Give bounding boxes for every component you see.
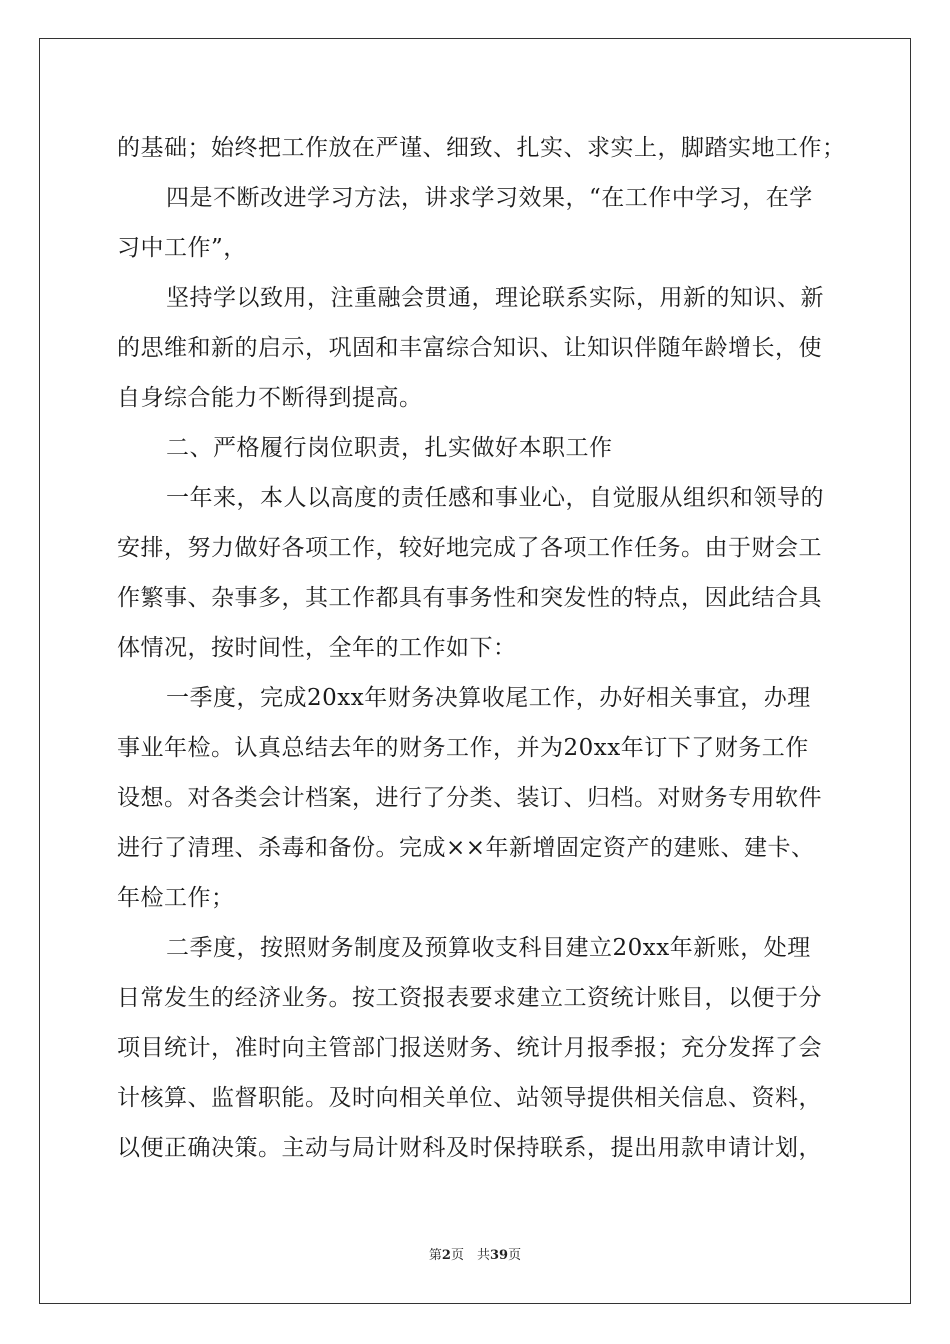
- footer-prefix: 第: [428, 1248, 442, 1263]
- footer-mid: 页 共: [450, 1248, 490, 1263]
- footer-suffix: 页: [508, 1248, 522, 1263]
- text-line: 进行了清理、杀毒和备份。完成××年新增固定资产的建账、建卡、: [117, 835, 815, 861]
- text-line: 自身综合能力不断得到提高。: [117, 385, 423, 411]
- text-line: 项目统计，准时向主管部门报送财务、统计月报季报；充分发挥了会: [117, 1035, 822, 1061]
- text-line: 习中工作”，: [117, 235, 247, 261]
- text-line: 日常发生的经济业务。按工资报表要求建立工资统计账目，以便于分: [117, 985, 822, 1011]
- text-line: 设想。对各类会计档案，进行了分类、装订、归档。对财务专用软件: [117, 785, 822, 811]
- text-line: 事业年检。认真总结去年的财务工作，并为20xx年订下了财务工作: [117, 735, 809, 761]
- text-line: 的基础；始终把工作放在严谨、细致、扎实、求实上，脚踏实地工作；: [117, 135, 846, 161]
- page-footer: [0, 1244, 950, 1263]
- section-heading: 二、严格履行岗位职责，扎实做好本职工作: [166, 435, 613, 461]
- total-page-count: 39: [489, 1248, 509, 1263]
- text-line: 年检工作；: [117, 885, 235, 911]
- text-line: 一年来，本人以高度的责任感和事业心，自觉服从组织和领导的: [166, 485, 824, 511]
- text-line: 作繁事、杂事多，其工作都具有事务性和突发性的特点，因此结合具: [117, 585, 822, 611]
- current-page-number: 2: [441, 1248, 451, 1263]
- text-line: 四是不断改进学习方法，讲求学习效果，“在工作中学习，在学: [166, 185, 813, 211]
- text-line: 安排，努力做好各项工作，较好地完成了各项工作任务。由于财会工: [117, 535, 822, 561]
- text-line: 一季度，完成20xx年财务决算收尾工作，办好相关事宜，办理: [166, 685, 811, 711]
- text-line: 的思维和新的启示，巩固和丰富综合知识、让知识伴随年龄增长，使: [117, 335, 822, 361]
- text-line: 坚持学以致用，注重融会贯通，理论联系实际，用新的知识、新: [166, 285, 824, 311]
- text-line: 以便正确决策。主动与局计财科及时保持联系，提出用款申请计划，: [117, 1135, 822, 1161]
- text-line: 二季度，按照财务制度及预算收支科目建立20xx年新账，处理: [166, 935, 811, 961]
- text-line: 体情况，按时间性，全年的工作如下：: [117, 635, 517, 661]
- text-line: 计核算、监督职能。及时向相关单位、站领导提供相关信息、资料，: [117, 1085, 822, 1111]
- page-border: [39, 38, 911, 1304]
